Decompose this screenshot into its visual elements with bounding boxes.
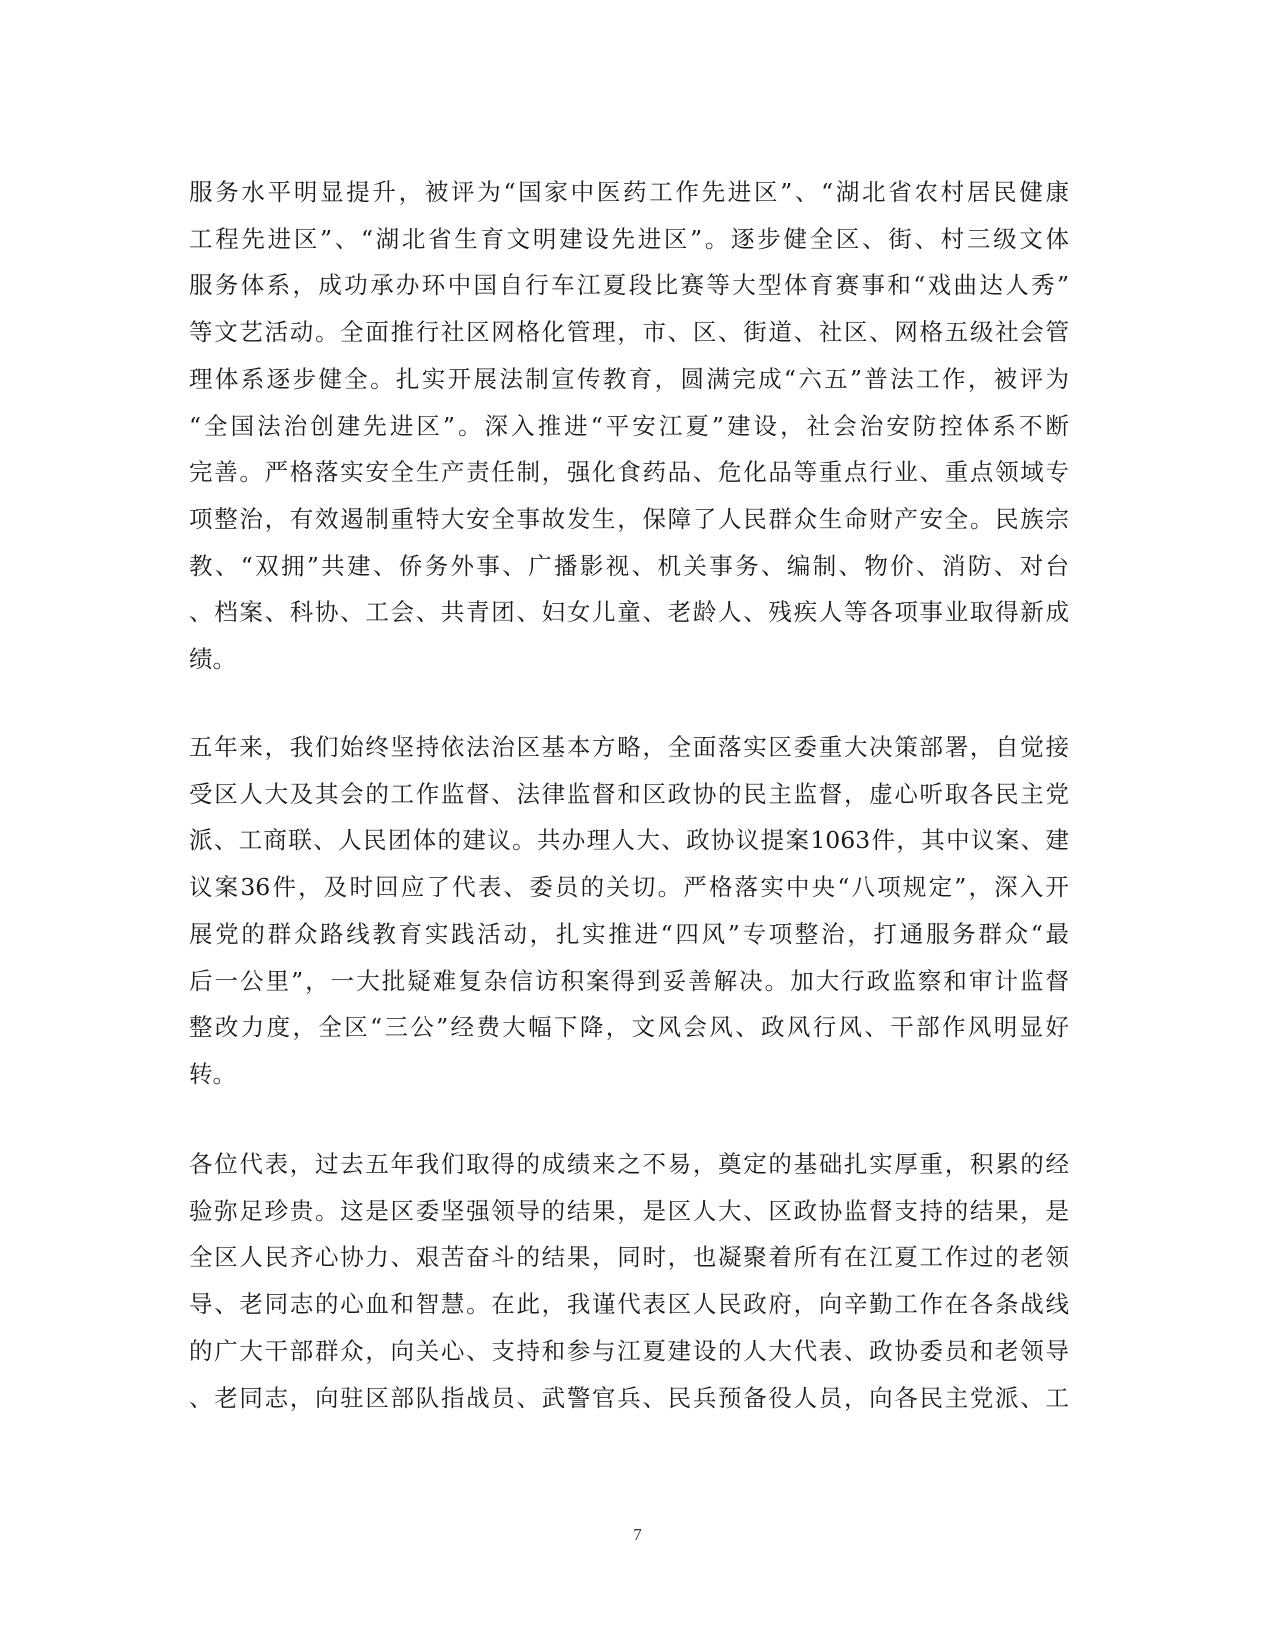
text-line: 服务水平明显提升，被评为“国家中医药工作先进区”、“湖北省农村居民健康 <box>189 178 1069 206</box>
text-line: 服务体系，成功承办环中国自行车江夏段比赛等大型体育赛事和“戏曲达人秀” <box>189 271 1069 300</box>
text-line: 绩。 <box>189 645 236 673</box>
text-line: 导、老同志的心血和智慧。在此，我谨代表区人民政府，向辛勤工作在各条战线 <box>189 1290 1069 1319</box>
text-line: 、老同志，向驻区部队指战员、武警官兵、民兵预备役人员，向各民主党派、工 <box>189 1383 1069 1412</box>
text-line: 议案36件，及时回应了代表、委员的关切。严格落实中央“八项规定”，深入开 <box>189 873 1069 902</box>
text-line: 工程先进区”、“湖北省生育文明建设先进区”。逐步健全区、街、村三级文体 <box>189 224 1069 253</box>
text-line: 整改力度，全区“三公”经费大幅下降，文风会风、政风行风、干部作风明显好 <box>189 1013 1069 1042</box>
text-line: 各位代表，过去五年我们取得的成绩来之不易，奠定的基础扎实厚重，积累的经 <box>189 1150 1069 1178</box>
text-line: 理体系逐步健全。扎实开展法制宣传教育，圆满完成“六五”普法工作，被评为 <box>189 364 1069 393</box>
text-line: 全区人民齐心协力、艰苦奋斗的结果，同时，也凝聚着所有在江夏工作过的老领 <box>189 1243 1069 1272</box>
text-line: 展党的群众路线教育实践活动，扎实推进“四风”专项整治，打通服务群众“最 <box>189 919 1069 948</box>
text-line: 验弥足珍贵。这是区委坚强领导的结果，是区人大、区政协监督支持的结果，是 <box>189 1196 1069 1225</box>
text-line: 派、工商联、人民团体的建议。共办理人大、政协议提案1063件，其中议案、建 <box>189 826 1069 855</box>
text-line: 等文艺活动。全面推行社区网格化管理，市、区、街道、社区、网格五级社会管 <box>189 318 1069 347</box>
text-line: 受区人大及其会的工作监督、法律监督和区政协的民主监督，虚心听取各民主党 <box>189 779 1069 808</box>
text-line: 项整治，有效遏制重特大安全事故发生，保障了人民群众生命财产安全。民族宗 <box>189 504 1069 533</box>
text-line: 五年来，我们始终坚持依法治区基本方略，全面落实区委重大决策部署，自觉接 <box>189 733 1069 761</box>
text-line: 后一公里”，一大批疑难复杂信访积案得到妥善解决。加大行政监察和审计监督 <box>189 966 1069 995</box>
page-number: 7 <box>633 1525 642 1544</box>
text-line: “全国法治创建先进区”。深入推进“平安江夏”建设，社会治安防控体系不断 <box>189 411 1069 440</box>
text-line: 的广大干部群众，向关心、支持和参与江夏建设的人大代表、政协委员和老领导 <box>189 1336 1069 1365</box>
text-line: 转。 <box>189 1059 236 1088</box>
text-line: 完善。严格落实安全生产责任制，强化食药品、危化品等重点行业、重点领域专 <box>189 458 1069 487</box>
text-line: 、档案、科协、工会、共青团、妇女儿童、老龄人、残疾人等各项事业取得新成 <box>189 598 1069 627</box>
text-line: 教、“双拥”共建、侨务外事、广播影视、机关事务、编制、物价、消防、对台 <box>189 551 1069 580</box>
